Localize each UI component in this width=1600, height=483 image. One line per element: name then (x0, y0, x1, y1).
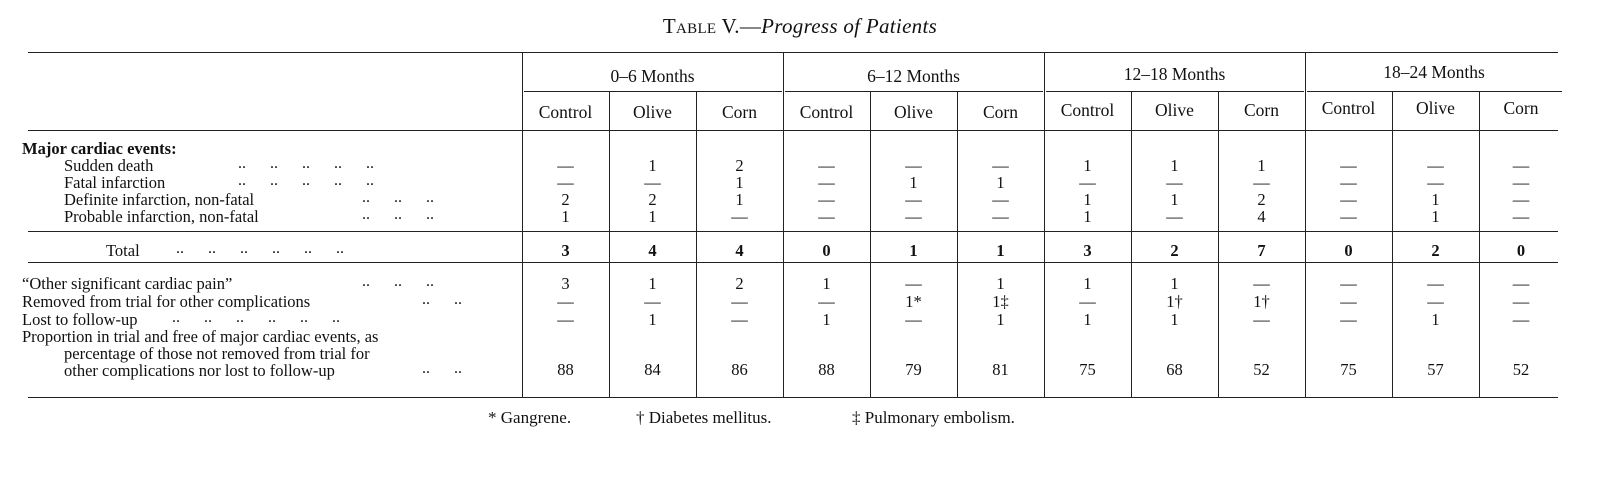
footnote-embolism: ‡ Pulmonary embolism. (852, 408, 1015, 427)
row-label-fatal-infarction: Fatal infarction (64, 173, 166, 192)
cell-probable-infarction: 4 (1257, 207, 1266, 226)
cell-other-pain: — (905, 274, 922, 293)
cell-sudden-death: — (1340, 156, 1357, 175)
subheader-corn: Corn (983, 102, 1018, 122)
row-label-definite-infarction: Definite infarction, non-fatal (64, 190, 255, 209)
cell-proportion: 79 (905, 360, 922, 379)
leader-dots: .. .. .. .. .. (238, 172, 374, 189)
cell-sudden-death: — (557, 156, 574, 175)
cell-sudden-death: 2 (735, 156, 744, 175)
subheader-corn: Corn (722, 102, 757, 122)
cell-total: 2 (1170, 241, 1179, 260)
leader-dots: .. .. (422, 360, 462, 377)
cell-lost: — (731, 310, 748, 329)
leader-dots: .. .. .. (362, 189, 434, 206)
subheader-control: Control (538, 102, 593, 122)
cell-lost: 1 (996, 310, 1005, 329)
cell-total: 1 (909, 241, 918, 260)
cell-fatal-infarction: — (1427, 173, 1444, 192)
cell-probable-infarction: — (992, 207, 1009, 226)
group-rule-0 (524, 91, 782, 92)
cell-removed: — (1340, 292, 1357, 311)
cell-probable-infarction: — (905, 207, 922, 226)
group-header-18-24: 18–24 Months (1383, 62, 1485, 82)
cell-removed: — (818, 292, 835, 311)
leader-dots: .. .. .. .. .. .. (172, 309, 340, 326)
cell-lost: — (557, 310, 574, 329)
cell-probable-infarction: — (1340, 207, 1357, 226)
cell-other-pain: 1 (648, 274, 657, 293)
cell-probable-infarction: — (1512, 207, 1530, 226)
cell-definite-infarction: 1 (1431, 190, 1440, 209)
cell-total: 1 (996, 241, 1005, 260)
group-header-6-12: 6–12 Months (867, 66, 960, 86)
cell-proportion: 84 (644, 360, 661, 379)
row-label-total: Total (106, 241, 140, 260)
row-label-major-cardiac-events: Major cardiac events: (22, 139, 177, 158)
cell-total: 3 (561, 241, 570, 260)
cell-fatal-infarction: — (1512, 173, 1530, 192)
subheader-corn: Corn (1503, 98, 1539, 118)
cell-proportion: 52 (1253, 360, 1270, 379)
cell-removed: — (731, 292, 748, 311)
cell-other-pain: — (1340, 274, 1357, 293)
cell-sudden-death: 1 (1257, 156, 1266, 175)
cell-lost: 1 (822, 310, 831, 329)
cell-lost: 1 (1083, 310, 1092, 329)
row-label-proportion-3: other complications nor lost to follow-up (64, 361, 335, 380)
cell-probable-infarction: — (1166, 207, 1183, 226)
cell-sudden-death: 1 (648, 156, 657, 175)
cell-fatal-infarction: — (1079, 173, 1096, 192)
row-label-other-pain: “Other significant cardiac pain” (22, 274, 233, 293)
cell-fatal-infarction: — (644, 173, 661, 192)
subheader-control: Control (1060, 100, 1115, 120)
group-rule-1 (785, 91, 1043, 92)
cell-total: 4 (648, 241, 657, 260)
cell-fatal-infarction: 1 (909, 173, 918, 192)
group-header-12-18: 12–18 Months (1123, 64, 1226, 84)
row-label-probable-infarction: Probable infarction, non-fatal (64, 207, 259, 226)
cell-other-pain: — (1253, 274, 1270, 293)
cell-total: 4 (735, 241, 744, 260)
cell-removed: — (1079, 292, 1096, 311)
leader-dots: .. .. (422, 291, 462, 308)
row-label-lost: Lost to follow-up (22, 310, 138, 329)
cell-lost: — (905, 310, 922, 329)
cell-definite-infarction: — (992, 190, 1009, 209)
cell-removed: — (1512, 292, 1530, 311)
subheader-corn: Corn (1244, 100, 1279, 120)
cell-fatal-infarction: — (557, 173, 574, 192)
cell-definite-infarction: — (818, 190, 835, 209)
row-label-removed: Removed from trial for other complications (22, 292, 311, 311)
cell-total: 7 (1257, 241, 1266, 260)
table-caption (0, 14, 1600, 39)
header-rule (28, 130, 1558, 131)
cell-fatal-infarction: — (818, 173, 835, 192)
cell-lost: 1 (648, 310, 657, 329)
cell-definite-infarction: — (1340, 190, 1357, 209)
cell-total: 3 (1083, 241, 1092, 260)
subheader-olive: Olive (1416, 98, 1455, 118)
cell-total: 2 (1431, 241, 1440, 260)
footnote-gangrene: * Gangrene. (488, 408, 572, 427)
caption-title: Progress of Patients (761, 14, 938, 38)
cell-sudden-death: 1 (1170, 156, 1179, 175)
cell-other-pain: — (1427, 274, 1444, 293)
cell-probable-infarction: 1 (648, 207, 657, 226)
cell-definite-infarction: 2 (1257, 190, 1266, 209)
cell-proportion: 57 (1427, 360, 1444, 379)
cell-probable-infarction: — (818, 207, 835, 226)
bottom-rule (28, 397, 1558, 398)
cell-fatal-infarction: — (1253, 173, 1270, 192)
caption-prefix: Table V.— (662, 14, 762, 38)
cell-sudden-death: — (992, 156, 1009, 175)
cell-other-pain: 1 (822, 274, 831, 293)
cell-removed: — (557, 292, 574, 311)
footnote-diabetes: † Diabetes mellitus. (636, 408, 772, 427)
cell-fatal-infarction: 1 (735, 173, 744, 192)
cell-fatal-infarction: 1 (996, 173, 1005, 192)
group-header-0-6: 0–6 Months (610, 66, 695, 86)
cell-probable-infarction: 1 (561, 207, 570, 226)
leader-dots: .. .. .. (362, 273, 434, 290)
leader-dots: .. .. .. (362, 206, 434, 223)
cell-lost: — (1340, 310, 1357, 329)
subheader-olive: Olive (1155, 100, 1194, 120)
cell-other-pain: — (1512, 274, 1530, 293)
cell-total: 0 (1344, 241, 1353, 260)
cell-lost: — (1512, 310, 1530, 329)
total-bottom-rule (28, 262, 1558, 263)
total-top-rule (28, 231, 1558, 232)
cell-other-pain: 1 (996, 274, 1005, 293)
cell-probable-infarction: 1 (1431, 207, 1440, 226)
cell-definite-infarction: — (905, 190, 922, 209)
cell-removed: 1‡ (992, 292, 1009, 311)
cell-removed: — (644, 292, 661, 311)
subheader-control: Control (1321, 98, 1376, 118)
group-rule-3 (1307, 91, 1562, 92)
cell-removed: — (1427, 292, 1444, 311)
cell-other-pain: 1 (1170, 274, 1179, 293)
subheader-olive: Olive (633, 102, 672, 122)
subheader-olive: Olive (894, 102, 933, 122)
group-rule-2 (1046, 91, 1304, 92)
cell-proportion: 52 (1512, 360, 1530, 379)
subheader-control: Control (799, 102, 854, 122)
cell-proportion: 88 (818, 360, 835, 379)
cell-proportion: 88 (557, 360, 574, 379)
cell-lost: 1 (1431, 310, 1440, 329)
cell-sudden-death: 1 (1083, 156, 1092, 175)
cell-fatal-infarction: — (1166, 173, 1183, 192)
cell-removed: 1† (1166, 292, 1183, 311)
cell-sudden-death: — (905, 156, 922, 175)
cell-other-pain: 3 (561, 274, 570, 293)
cell-probable-infarction: 1 (1083, 207, 1092, 226)
cell-proportion: 68 (1166, 360, 1183, 379)
leader-dots: .. .. .. .. .. .. (176, 240, 344, 257)
cell-sudden-death: — (1427, 156, 1444, 175)
cell-proportion: 81 (992, 360, 1009, 379)
cell-removed: 1† (1253, 292, 1270, 311)
cell-lost: — (1253, 310, 1270, 329)
cell-definite-infarction: 1 (1170, 190, 1179, 209)
row-label-proportion-1: Proportion in trial and free of major cardiac events, as (22, 327, 379, 346)
cell-total: 0 (822, 241, 831, 260)
cell-proportion: 75 (1079, 360, 1096, 379)
row-label-proportion-2: percentage of those not removed from trial for (64, 344, 370, 363)
cell-definite-infarction: — (1512, 190, 1530, 209)
cell-proportion: 86 (731, 360, 748, 379)
cell-fatal-infarction: — (1340, 173, 1357, 192)
cell-total: 0 (1516, 241, 1526, 260)
cell-definite-infarction: 2 (561, 190, 570, 209)
top-rule (28, 52, 1558, 53)
cell-proportion: 75 (1340, 360, 1357, 379)
cell-probable-infarction: — (731, 207, 748, 226)
cell-other-pain: 2 (735, 274, 744, 293)
cell-definite-infarction: 1 (1083, 190, 1092, 209)
row-label-sudden-death: Sudden death (64, 156, 154, 175)
cell-sudden-death: — (1512, 156, 1530, 175)
cell-other-pain: 1 (1083, 274, 1092, 293)
cell-sudden-death: — (818, 156, 835, 175)
cell-definite-infarction: 2 (648, 190, 657, 209)
cell-lost: 1 (1170, 310, 1179, 329)
cell-definite-infarction: 1 (735, 190, 744, 209)
leader-dots: .. .. .. .. .. (238, 155, 374, 172)
cell-removed: 1* (905, 292, 922, 311)
